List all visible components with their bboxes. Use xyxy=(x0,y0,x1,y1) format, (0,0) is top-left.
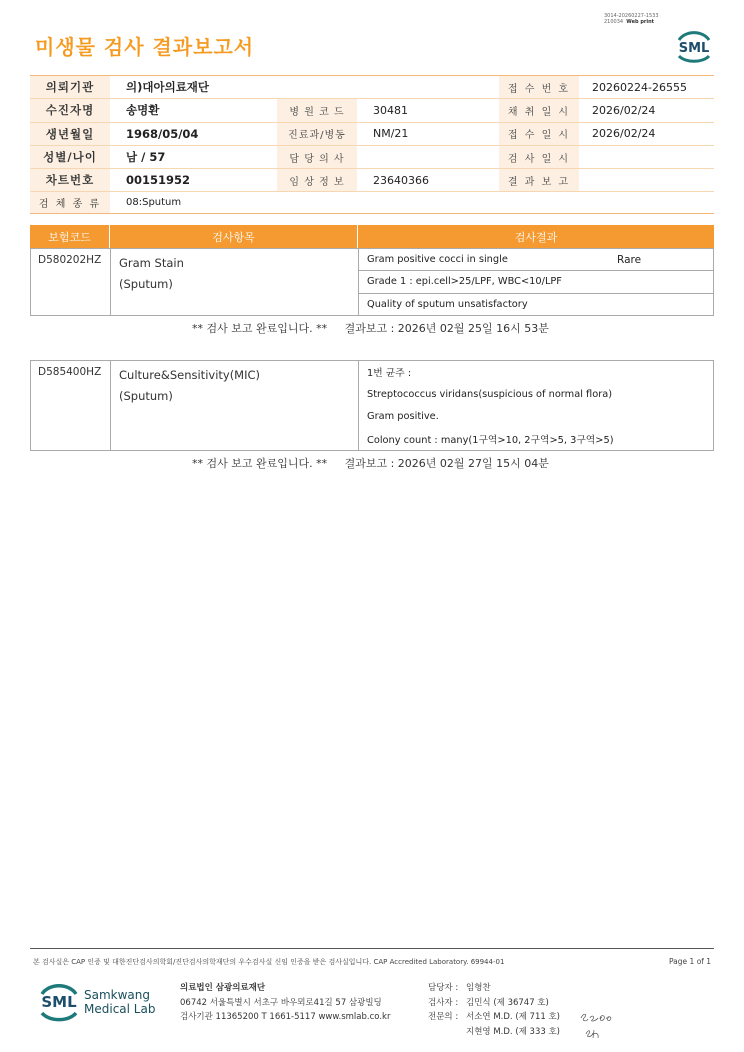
request-org-value: 의)대아의료재단 xyxy=(126,80,210,95)
specimen-label: 검 체 종 류 xyxy=(30,192,110,213)
result-line-text: Gram positive cocci in single xyxy=(367,254,508,266)
collect-date-value: 2026/02/24 xyxy=(592,103,656,117)
corporation-name: 의료법인 삼광의료재단 xyxy=(180,983,266,993)
result-line: Grade 1 : epi.cell>25/LPF, WBC<10/LPF xyxy=(359,271,713,293)
result-block-culture xyxy=(30,360,714,451)
hospital-code-value: 30481 xyxy=(373,103,408,117)
result-line: Quality of sputum unsatisfactory xyxy=(367,299,528,311)
signature-image xyxy=(578,1008,618,1042)
page-title: 미생물 검사 결과보고서 xyxy=(35,35,255,59)
request-org-label: 의뢰기관 xyxy=(30,76,110,98)
dept-value: NM/21 xyxy=(373,127,409,141)
dob-value: 1968/05/04 xyxy=(126,126,199,141)
info-row-specimen xyxy=(30,192,714,214)
result-item-specimen: (Sputum) xyxy=(119,388,173,403)
sml-logo-icon xyxy=(36,979,82,1025)
staff-row xyxy=(428,981,560,996)
result-item xyxy=(111,249,359,315)
staff-row xyxy=(428,996,560,1011)
doctor-value xyxy=(357,146,499,168)
accreditation-note: 본 검사실은 CAP 인증 및 대한진단검사의학회/진단검사의학재단의 우수검사실 신임 인증을 받은 검사실입니다. CAP Accredited Laboratory. 69944-01 xyxy=(33,958,505,966)
info-row-patient xyxy=(30,99,714,122)
report-value xyxy=(579,169,714,191)
result-line: 1번 균주 : xyxy=(367,368,412,380)
test-date-label: 검 사 일 시 xyxy=(499,146,579,168)
result-code: D580202HZ xyxy=(31,249,111,315)
result-item-specimen: (Sputum) xyxy=(119,276,173,291)
results-header-item: 검사항목 xyxy=(110,225,358,248)
staff-row xyxy=(428,1025,560,1040)
result-line: Colony count : many(1구역>10, 2구역>5, 3구역>5) xyxy=(367,435,614,447)
sex-age-label: 성별/나이 xyxy=(30,146,110,168)
results-header-code: 보험코드 xyxy=(30,225,110,248)
report-complete-note: ** 검사 보고 완료입니다. ** 결과보고 : 2026년 02월 25일 16시 53분 xyxy=(192,322,549,335)
test-date-value xyxy=(579,146,714,168)
svg-text:SML: SML xyxy=(41,993,77,1011)
info-row-sex-age xyxy=(30,146,714,169)
staff-name: 김민식 (제 36747 호) xyxy=(466,997,549,1008)
receipt-no-label: 접 수 번 호 xyxy=(499,76,579,98)
staff-list xyxy=(428,981,560,1039)
sex-age-value: 남 / 57 xyxy=(126,150,166,165)
result-line: Gram positive. xyxy=(367,411,439,423)
doctor-label: 담 당 의 사 xyxy=(277,146,357,168)
result-code: D585400HZ xyxy=(31,361,111,450)
corporation-address: 06742 서울특별시 서초구 바우뫼로41길 57 삼광빌딩 xyxy=(180,997,382,1008)
hospital-code-label: 병 원 코 드 xyxy=(277,99,357,121)
document-code xyxy=(604,13,659,25)
clinical-label: 임 상 정 보 xyxy=(277,169,357,191)
patient-value: 송명환 xyxy=(126,103,160,118)
document-code-line2: 210034 xyxy=(604,19,624,25)
result-values xyxy=(359,361,713,450)
patient-label: 수진자명 xyxy=(30,99,110,121)
brand-name xyxy=(84,988,155,1016)
collect-date-label: 채 취 일 시 xyxy=(499,99,579,121)
staff-role: 검사자 : xyxy=(428,997,459,1008)
result-item xyxy=(111,361,359,450)
receipt-no-value: 20260224-26555 xyxy=(592,80,687,94)
result-item-name: Gram Stain xyxy=(119,256,184,270)
patient-info-table xyxy=(30,75,714,214)
clinical-value: 23640366 xyxy=(373,173,429,187)
info-row-chart-no xyxy=(30,169,714,192)
staff-name: 임형찬 xyxy=(466,983,491,993)
report-complete-note: ** 검사 보고 완료입니다. ** 결과보고 : 2026년 02월 27일 15시 04분 xyxy=(192,457,549,470)
info-row-dob xyxy=(30,123,714,146)
result-line: Streptococcus viridans(suspicious of normal flora) xyxy=(367,388,613,400)
specimen-value: 08:Sputum xyxy=(126,197,182,209)
brand-line1: Samkwang xyxy=(84,988,150,1002)
result-grade-rare: Rare xyxy=(617,253,642,266)
result-item-name: Culture&Sensitivity(MIC) xyxy=(119,368,261,382)
result-line xyxy=(359,249,713,271)
report-label: 결 과 보 고 xyxy=(499,169,579,191)
staff-name: 서소연 M.D. (제 711 호) xyxy=(466,1012,561,1022)
brand-line2: Medical Lab xyxy=(84,1002,156,1016)
result-values xyxy=(359,249,713,315)
staff-role: 담당자 : xyxy=(428,983,459,993)
corporation-info xyxy=(180,981,390,1025)
web-print-label: Web print xyxy=(626,19,655,25)
svg-text:SML: SML xyxy=(678,41,710,56)
info-row-request-org xyxy=(30,76,714,99)
staff-role: 전문의 : xyxy=(428,1012,459,1022)
results-header-result: 검사결과 xyxy=(514,230,558,244)
receipt-date-value: 2026/02/24 xyxy=(592,127,656,141)
document-code-line1: 3014-20260227-1533 xyxy=(604,13,659,19)
page-number: Page 1 of 1 xyxy=(669,957,712,966)
corporation-contact: 검사기관 11365200 T 1661-5117 www.smlab.co.kr xyxy=(180,1012,391,1022)
staff-name: 지현영 M.D. (제 333 호) xyxy=(466,1026,561,1037)
receipt-date-label: 접 수 일 시 xyxy=(499,123,579,145)
chart-no-label: 차트번호 xyxy=(30,169,110,191)
footer-divider xyxy=(30,948,714,949)
staff-row xyxy=(428,1010,560,1025)
staff-role xyxy=(428,1025,466,1040)
sml-logo-icon xyxy=(673,26,715,64)
result-block-gram-stain xyxy=(30,248,714,316)
chart-no-value: 00151952 xyxy=(126,173,191,188)
dept-label: 진료과/병동 xyxy=(277,123,357,145)
results-header xyxy=(30,225,714,248)
dob-label: 생년월일 xyxy=(30,123,110,145)
